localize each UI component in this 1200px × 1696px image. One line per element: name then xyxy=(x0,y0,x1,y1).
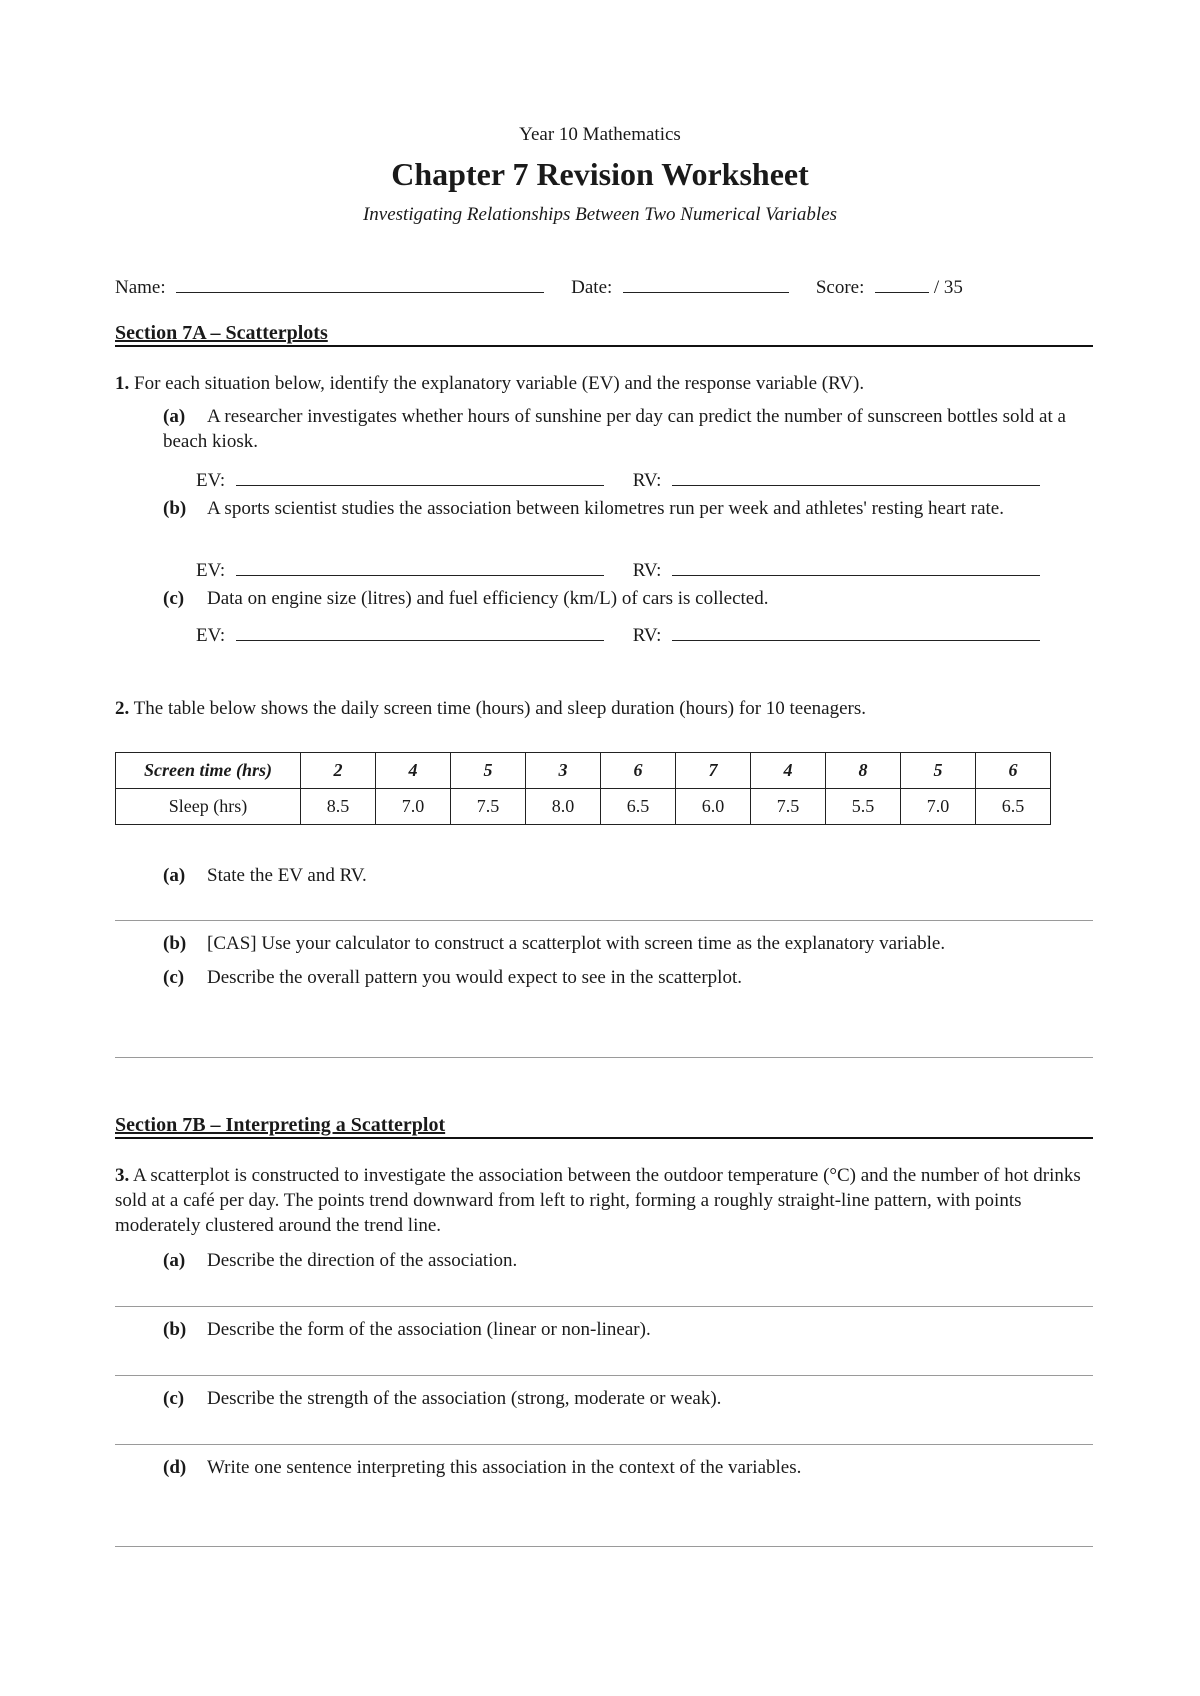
question-text: A scatterplot is constructed to investigate the association between the outdoor temperature (°C) and the number of hot drinks sold at a café per day. The points trend downward from left to right, forming a roughly straight-line pattern, with points moderately clustered around the trend line. xyxy=(115,1165,1081,1236)
rv-answer-field[interactable] xyxy=(672,555,1040,576)
rv-answer-field[interactable] xyxy=(672,620,1040,641)
part-label: (c) xyxy=(163,588,185,609)
rv-answer-field[interactable] xyxy=(672,465,1040,486)
question-1b xyxy=(163,496,1083,521)
question-1c xyxy=(163,586,1083,611)
rv-label: RV: xyxy=(632,560,662,581)
question-2b xyxy=(163,931,1103,956)
table-cell: 8.0 xyxy=(526,789,601,825)
name-label: Name: xyxy=(115,277,166,298)
table-cell: 7.5 xyxy=(751,789,826,825)
table-cell: 4 xyxy=(751,753,826,789)
table-cell: 5 xyxy=(451,753,526,789)
date-field[interactable] xyxy=(623,272,789,293)
question-3b xyxy=(163,1317,1083,1342)
part-label: (a) xyxy=(163,865,186,886)
section-7a-heading xyxy=(115,322,1093,347)
section-7b-heading xyxy=(115,1114,1093,1139)
table-cell: 6 xyxy=(976,753,1051,789)
table-cell: 7.5 xyxy=(451,789,526,825)
question-2c xyxy=(163,965,1083,990)
table-cell: 8 xyxy=(826,753,901,789)
table-cell: 6.5 xyxy=(601,789,676,825)
part-text: [CAS] Use your calculator to construct a scatterplot with screen time as the explanatory variable. xyxy=(207,933,946,954)
table-cell: 6 xyxy=(601,753,676,789)
data-table xyxy=(115,752,1051,825)
table-row-sleep xyxy=(116,789,1051,825)
table-cell: 6.5 xyxy=(976,789,1051,825)
answer-line[interactable] xyxy=(115,1306,1093,1307)
answer-line[interactable] xyxy=(115,920,1093,921)
date-label: Date: xyxy=(571,277,613,298)
part-label: (b) xyxy=(163,933,187,954)
question-1b-answers xyxy=(196,555,1040,582)
question-3 xyxy=(115,1163,1100,1238)
question-number: 2. xyxy=(115,698,130,719)
page-title: Chapter 7 Revision Worksheet xyxy=(391,156,809,192)
answer-line[interactable] xyxy=(115,1057,1093,1058)
table-row-screen-time xyxy=(116,753,1051,789)
table-row-header: Sleep (hrs) xyxy=(116,789,301,825)
table-cell: 5.5 xyxy=(826,789,901,825)
part-label: (a) xyxy=(163,1250,186,1271)
rv-label: RV: xyxy=(632,625,662,646)
page-subtitle: Investigating Relationships Between Two Numerical Variables xyxy=(362,204,838,225)
score-label: Score: xyxy=(815,277,865,298)
part-text: A researcher investigates whether hours of sunshine per day can predict the number of sunscreen bottles sold at a beach kiosk. xyxy=(163,406,1066,452)
section-7b-heading-text: Section 7B – Interpreting a Scatterplot xyxy=(115,1114,446,1136)
table-cell: 7 xyxy=(676,753,751,789)
table-cell: 3 xyxy=(526,753,601,789)
part-label: (b) xyxy=(163,498,187,519)
ev-answer-field[interactable] xyxy=(236,555,604,576)
part-label: (d) xyxy=(163,1457,187,1478)
question-text: The table below shows the daily screen time (hours) and sleep duration (hours) for 10 teenagers. xyxy=(133,698,866,719)
ev-answer-field[interactable] xyxy=(236,620,604,641)
question-2a xyxy=(163,863,1083,888)
table-cell: 7.0 xyxy=(901,789,976,825)
ev-answer-field[interactable] xyxy=(236,465,604,486)
table-row-header: Screen time (hrs) xyxy=(116,753,301,789)
part-text: Describe the overall pattern you would expect to see in the scatterplot. xyxy=(207,967,742,988)
rv-label: RV: xyxy=(632,470,662,491)
part-text: Describe the strength of the association (strong, moderate or weak). xyxy=(207,1388,722,1409)
table-cell: 7.0 xyxy=(376,789,451,825)
part-label: (c) xyxy=(163,1388,185,1409)
part-label: (a) xyxy=(163,406,186,427)
question-1a xyxy=(163,404,1083,454)
table-cell: 2 xyxy=(301,753,376,789)
table-cell: 4 xyxy=(376,753,451,789)
question-3a xyxy=(163,1248,1083,1273)
name-field[interactable] xyxy=(176,272,544,293)
answer-line[interactable] xyxy=(115,1444,1093,1445)
table-cell: 8.5 xyxy=(301,789,376,825)
part-text: A sports scientist studies the association between kilometres run per week and athletes' resting heart rate. xyxy=(207,498,1004,519)
question-3d xyxy=(163,1455,1083,1480)
part-label: (c) xyxy=(163,967,185,988)
ev-label: EV: xyxy=(196,560,226,581)
score-total: / 35 xyxy=(933,277,963,298)
answer-line[interactable] xyxy=(115,1375,1093,1376)
question-1a-answers xyxy=(196,465,1040,492)
question-number: 3. xyxy=(115,1165,130,1186)
score-field[interactable] xyxy=(875,272,929,293)
question-1c-answers xyxy=(196,620,1040,647)
ev-label: EV: xyxy=(196,625,226,646)
course-name: Year 10 Mathematics xyxy=(519,124,681,145)
part-text: Data on engine size (litres) and fuel efficiency (km/L) of cars is collected. xyxy=(207,588,769,609)
data-table-wrapper xyxy=(115,752,1051,825)
part-text: Write one sentence interpreting this association in the context of the variables. xyxy=(207,1457,802,1478)
section-7a-heading-text: Section 7A – Scatterplots xyxy=(115,322,328,344)
answer-line[interactable] xyxy=(115,1546,1093,1547)
part-label: (b) xyxy=(163,1319,187,1340)
question-1 xyxy=(115,371,1095,396)
part-text: Describe the direction of the association. xyxy=(207,1250,518,1271)
part-text: Describe the form of the association (linear or non-linear). xyxy=(207,1319,651,1340)
question-text: For each situation below, identify the explanatory variable (EV) and the response variable (RV). xyxy=(134,373,865,394)
question-3c xyxy=(163,1386,1083,1411)
ev-label: EV: xyxy=(196,470,226,491)
question-2 xyxy=(115,696,1095,721)
question-number: 1. xyxy=(115,373,130,394)
table-cell: 6.0 xyxy=(676,789,751,825)
table-cell: 5 xyxy=(901,753,976,789)
student-info-row xyxy=(115,272,963,299)
part-text: State the EV and RV. xyxy=(207,865,367,886)
